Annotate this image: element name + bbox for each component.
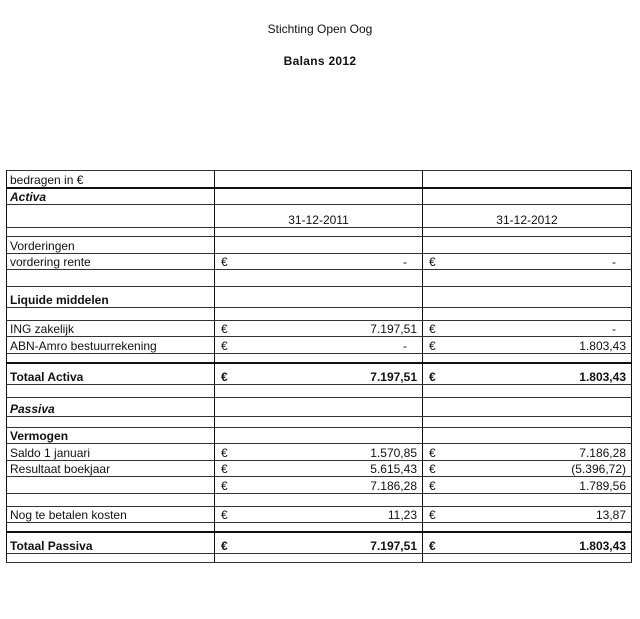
total-passiva-2012: 1.803,43 — [579, 539, 626, 553]
euro-sign: € — [429, 445, 436, 460]
value-2011: 11,23 — [387, 508, 417, 522]
table-row — [7, 307, 632, 320]
euro-sign: € — [221, 462, 228, 476]
table-row — [7, 228, 632, 237]
row-label: ABN-Amro bestuurrekening — [7, 337, 215, 354]
table-row — [7, 320, 632, 337]
table-row — [7, 253, 632, 270]
euro-sign: € — [221, 478, 228, 493]
euro-sign: € — [429, 539, 436, 553]
value-2011: 7.186,28 — [370, 478, 417, 493]
table-row — [7, 353, 632, 363]
table-row — [7, 286, 632, 307]
table-row — [7, 205, 632, 228]
table-row — [7, 506, 632, 523]
table-row — [7, 532, 632, 554]
row-label: Nog te betalen kosten — [7, 506, 215, 523]
row-label: vordering rente — [7, 253, 215, 270]
table-row — [7, 188, 632, 205]
table-row — [7, 554, 632, 563]
value-2011: 5.615,43 — [370, 462, 417, 476]
value-2011: 1.570,85 — [370, 445, 417, 460]
euro-sign: € — [221, 445, 228, 460]
value-2011: 7.197,51 — [370, 322, 417, 336]
liquide-middelen-heading: Liquide middelen — [7, 286, 215, 307]
table-row — [7, 427, 632, 444]
activa-heading: Activa — [7, 188, 215, 205]
euro-sign: € — [429, 338, 436, 353]
euro-sign: € — [221, 539, 228, 553]
value-2012: 13,87 — [595, 508, 626, 522]
table-row — [7, 337, 632, 354]
euro-sign: € — [429, 369, 436, 384]
euro-sign: € — [221, 508, 228, 522]
table-row — [7, 416, 632, 427]
column-header-2012: 31-12-2012 — [423, 205, 632, 228]
value-2012: 7.186,28 — [579, 445, 626, 460]
euro-sign: € — [429, 478, 436, 493]
table-row — [7, 444, 632, 461]
euro-sign: € — [221, 338, 228, 353]
total-activa-2012: 1.803,43 — [579, 369, 626, 384]
euro-sign: € — [429, 508, 436, 522]
total-activa-2011: 7.197,51 — [370, 369, 417, 384]
total-passiva-2011: 7.197,51 — [370, 539, 417, 553]
euro-sign: € — [429, 322, 436, 336]
value-2011: - — [403, 255, 407, 269]
value-2012: - — [612, 322, 616, 336]
value-2012: (5.396,72) — [571, 462, 626, 476]
table-row — [7, 363, 632, 385]
balance-table — [6, 170, 632, 563]
table-row — [7, 270, 632, 287]
euro-sign: € — [221, 369, 228, 384]
row-label: Saldo 1 januari — [7, 444, 215, 461]
row-label: Resultaat boekjaar — [7, 460, 215, 477]
row-label: ING zakelijk — [7, 320, 215, 337]
vermogen-heading: Vermogen — [7, 427, 215, 444]
table-row — [7, 523, 632, 533]
organization-name: Stichting Open Oog — [267, 22, 373, 36]
value-2012: 1.789,56 — [579, 478, 626, 493]
table-row — [7, 460, 632, 477]
value-2011: - — [403, 338, 407, 353]
passiva-heading: Passiva — [7, 397, 215, 416]
euro-sign: € — [221, 255, 228, 269]
column-header-2011: 31-12-2011 — [215, 205, 423, 228]
currency-note: bedragen in € — [7, 171, 215, 188]
euro-sign: € — [221, 322, 228, 336]
table-row — [7, 493, 632, 506]
table-row — [7, 237, 632, 254]
table-row — [7, 171, 632, 188]
value-2012: - — [612, 255, 616, 269]
totaal-activa-label: Totaal Activa — [7, 363, 215, 385]
value-2012: 1.803,43 — [579, 338, 626, 353]
euro-sign: € — [429, 462, 436, 476]
document-title: Balans 2012 — [283, 54, 357, 68]
table-row — [7, 397, 632, 416]
totaal-passiva-label: Totaal Passiva — [7, 532, 215, 554]
euro-sign: € — [429, 255, 436, 269]
vorderingen-heading: Vorderingen — [7, 237, 215, 254]
table-row — [7, 477, 632, 494]
table-row — [7, 384, 632, 397]
